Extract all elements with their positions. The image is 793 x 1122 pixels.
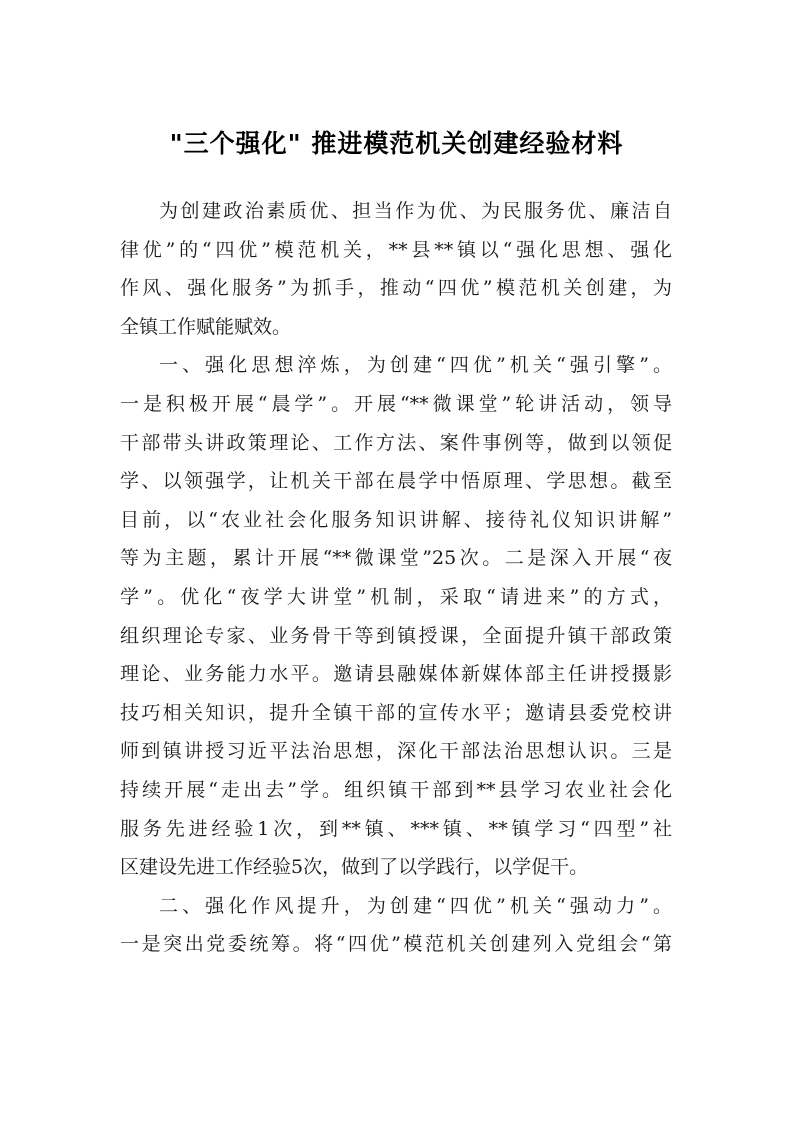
paragraph-section-2: [120, 887, 672, 964]
text-line: 一是积极开展“晨学”。开展“**微课堂”轮讲活动，领导: [120, 392, 672, 415]
text-line: 一是突出党委统筹。将“四优”模范机关创建列入党组会“第: [120, 933, 672, 956]
paragraph-intro: [120, 192, 672, 346]
text-line: 等为主题，累计开展“**微课堂”25次。二是深入开展“夜: [120, 547, 672, 570]
document-body: [120, 192, 672, 964]
text-line: 律优”的“四优”模范机关，**县**镇以“强化思想、强化: [120, 238, 672, 261]
text-line: 二、强化作风提升，为创建“四优”机关“强动力”。: [159, 894, 672, 917]
text-line: 全镇工作赋能赋效。: [120, 315, 292, 338]
text-line: 目前，以“农业社会化服务知识讲解、接待礼仪知识讲解”: [120, 508, 672, 531]
document-title: "三个强化" 推进模范机关创建经验材料: [169, 129, 624, 158]
text-line: 作风、强化服务”为抓手，推动“四优”模范机关创建，为: [120, 277, 672, 300]
text-line: 技巧相关知识，提升全镇干部的宣传水平；邀请县委党校讲: [120, 701, 672, 724]
text-line: 学、以领强学，让机关干部在晨学中悟原理、学思想。截至: [120, 470, 672, 493]
text-line: 理论、业务能力水平。邀请县融媒体新媒体部主任讲授摄影: [120, 663, 672, 686]
text-line: 服务先进经验1次，到**镇、***镇、**镇学习“四型”社: [120, 817, 672, 840]
text-line: 持续开展“走出去”学。组织镇干部到**县学习农业社会化: [120, 778, 672, 801]
text-line: 学”。优化“夜学大讲堂”机制，采取“请进来”的方式，: [120, 585, 672, 608]
text-line: 一、强化思想淬炼，为创建“四优”机关“强引擎”。: [159, 354, 672, 377]
paragraph-section-1: [120, 346, 672, 886]
text-line: 师到镇讲授习近平法治思想，深化干部法治思想认识。三是: [120, 740, 672, 763]
text-line: 组织理论专家、业务骨干等到镇授课，全面提升镇干部政策: [120, 624, 672, 647]
text-line: 为创建政治素质优、担当作为优、为民服务优、廉洁自: [159, 200, 672, 222]
text-line: 区建设先进工作经验5次，做到了以学践行，以学促干。: [120, 856, 589, 879]
text-line: 干部带头讲政策理论、工作方法、案件事例等，做到以领促: [120, 431, 672, 454]
